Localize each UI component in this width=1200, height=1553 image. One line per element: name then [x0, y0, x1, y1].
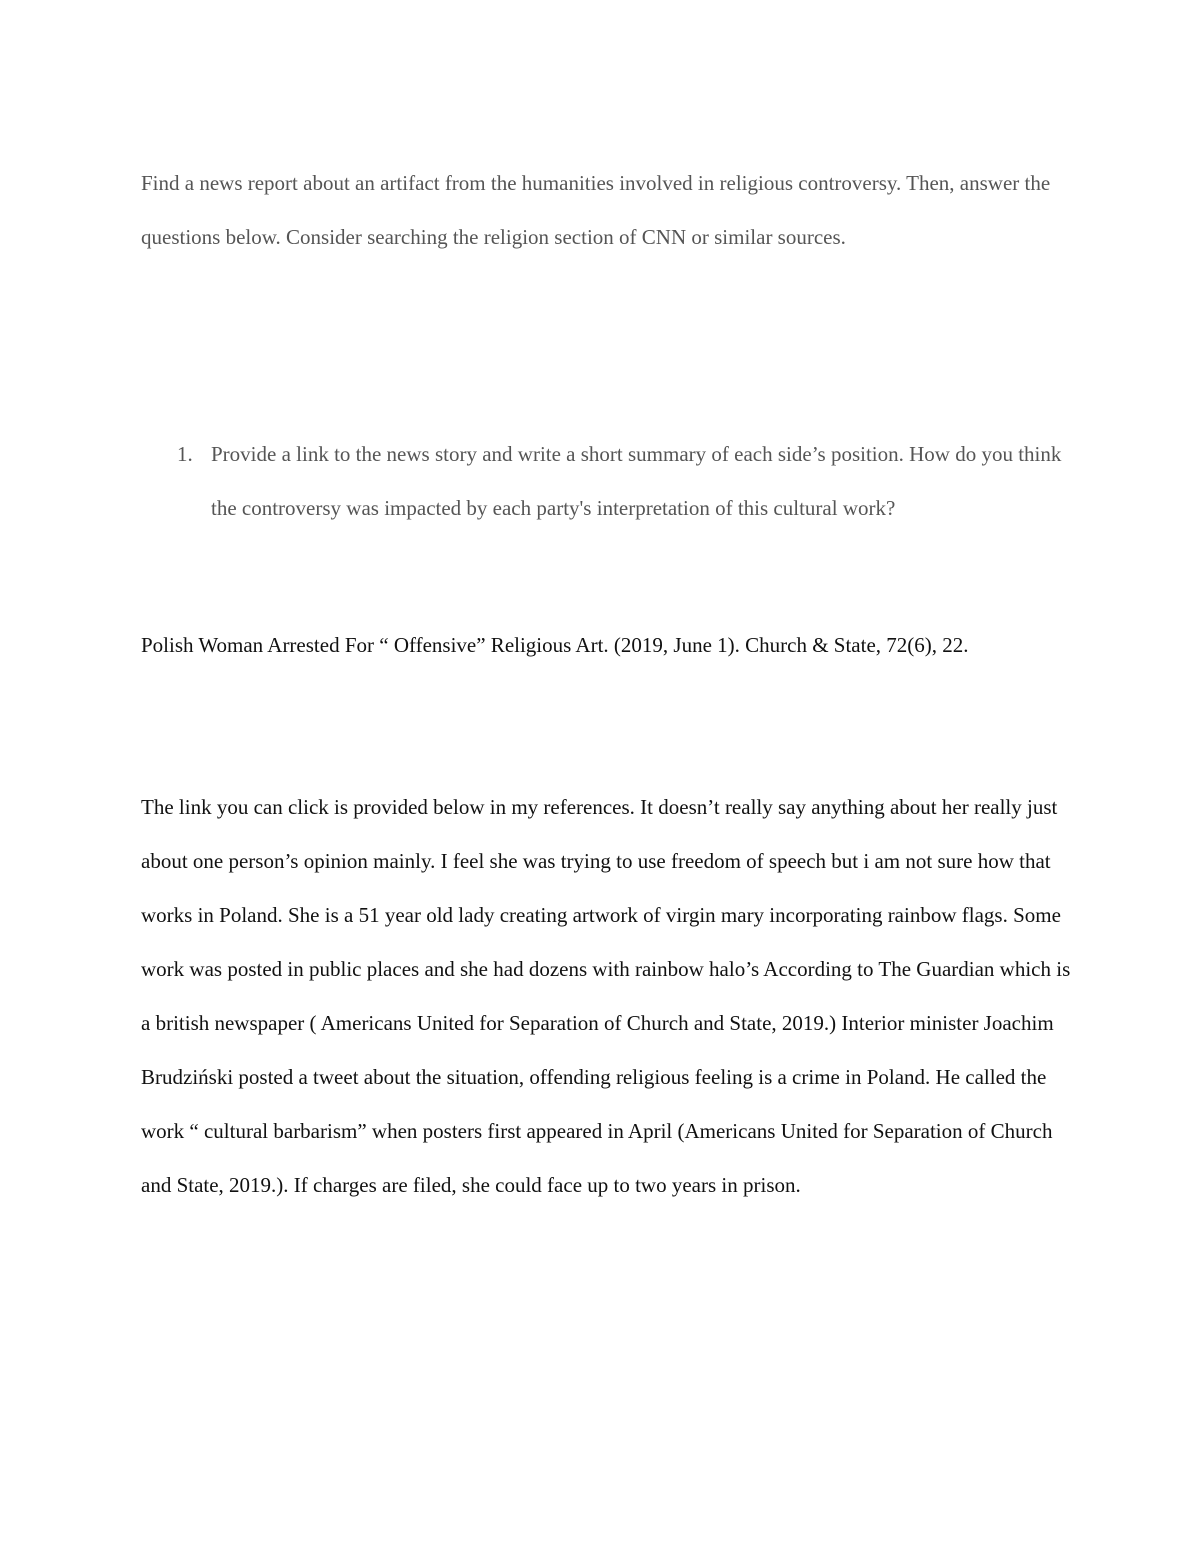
- assignment-prompt: Find a news report about an artifact from the humanities involved in religious controversy. Then, answer the questions below. Consider searching the religion section of CNN or similar sources.: [141, 171, 1051, 249]
- question-text: Provide a link to the news story and write a short summary of each side’s position. How do you think the controversy was impacted by each party's interpretation of this cultural work?: [211, 442, 1062, 520]
- answer-paragraph: The link you can click is provided below in my references. It doesn’t really say anything about her really just about one person’s opinion mainly. I feel she was trying to use freedom of speech but i am not sure how that works in Poland. She is a 51 year old lady creating artwork of virgin mary incorporating rainbow flags. Some work was posted in public places and she had dozens with rainbow halo’s According to The Guardian which is a british newspaper ( Americans United for Separation of Church and State, 2019.) Interior minister Joachim Brudziński posted a tweet about the situation, offending religious feeling is a crime in Poland. He called the work “ cultural barbarism” when posters first appeared in April (Americans United for Separation of Church and State, 2019.). If charges are filed, she could face up to two years in prison.: [141, 795, 1071, 1197]
- question-number: 1.: [177, 442, 193, 466]
- question-item: [141, 427, 1071, 535]
- question-list: [141, 427, 1071, 535]
- source-citation: Polish Woman Arrested For “ Offensive” Religious Art. (2019, June 1). Church & State, 72(6), 22.: [141, 633, 969, 657]
